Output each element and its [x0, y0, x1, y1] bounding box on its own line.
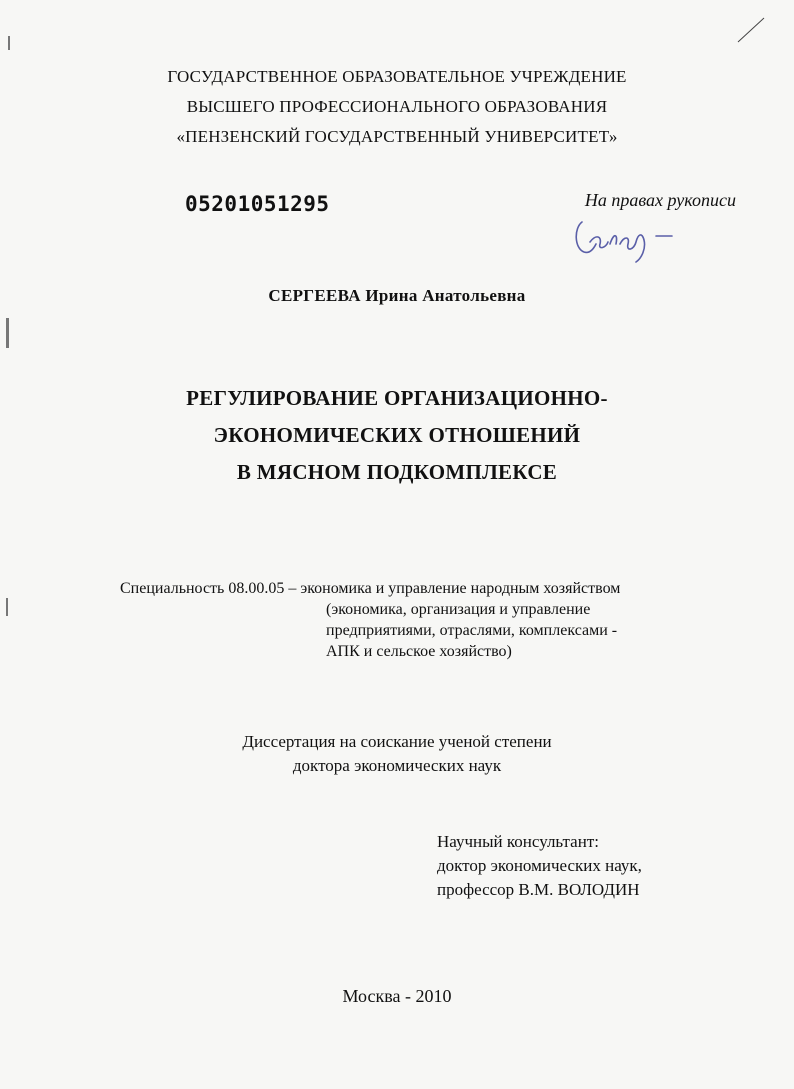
- institution-line-2: ВЫСШЕГО ПРОФЕССИОНАЛЬНОГО ОБРАЗОВАНИЯ: [186, 97, 608, 116]
- city-year: Москва - 2010: [342, 986, 452, 1006]
- scientific-consultant: [437, 830, 642, 902]
- specialty-block: [120, 578, 620, 662]
- author-signature: [572, 214, 682, 264]
- degree-line-1: Диссертация на соискание ученой степени: [242, 732, 552, 751]
- consultant-line-3: профессор В.М. ВОЛОДИН: [437, 880, 640, 899]
- consultant-line-2: доктор экономических наук,: [437, 856, 642, 875]
- consultant-line-1: Научный консультант:: [437, 832, 599, 851]
- degree-line-2: доктора экономических наук: [292, 756, 502, 775]
- specialty-first-line: Специальность 08.00.05 – экономика и управление народным хозяйством: [120, 580, 621, 597]
- manuscript-rights-note: На правах рукописи: [584, 190, 736, 210]
- institution-line-1: ГОСУДАРСТВЕННОЕ ОБРАЗОВАТЕЛЬНОЕ УЧРЕЖДЕНИЕ: [167, 67, 627, 86]
- scan-margin-mark-2: [6, 318, 9, 348]
- title-line-3: В МЯСНОМ ПОДКОМПЛЕКСЕ: [236, 460, 558, 484]
- corner-pen-mark: [736, 16, 766, 44]
- dissertation-title: [0, 380, 794, 491]
- author-name: СЕРГЕЕВА Ирина Анатольевна: [268, 286, 526, 305]
- specialty-continuation-2: предприятиями, отраслями, комплексами -: [326, 622, 618, 639]
- specialty-continuation-3: АПК и сельское хозяйство): [326, 643, 512, 660]
- title-line-1: РЕГУЛИРОВАНИЕ ОРГАНИЗАЦИОННО-: [186, 386, 608, 410]
- institution-header: [0, 62, 794, 152]
- degree-statement: [0, 730, 794, 778]
- scan-margin-mark-1: [8, 36, 10, 50]
- scan-margin-mark-3: [6, 598, 8, 616]
- registration-number: 05201051295: [185, 192, 330, 216]
- title-line-2: ЭКОНОМИЧЕСКИХ ОТНОШЕНИЙ: [213, 423, 581, 447]
- signature-stroke: [576, 222, 644, 262]
- institution-line-3: «ПЕНЗЕНСКИЙ ГОСУДАРСТВЕННЫЙ УНИВЕРСИТЕТ»: [176, 127, 618, 146]
- specialty-continuation-1: (экономика, организация и управление: [326, 601, 591, 618]
